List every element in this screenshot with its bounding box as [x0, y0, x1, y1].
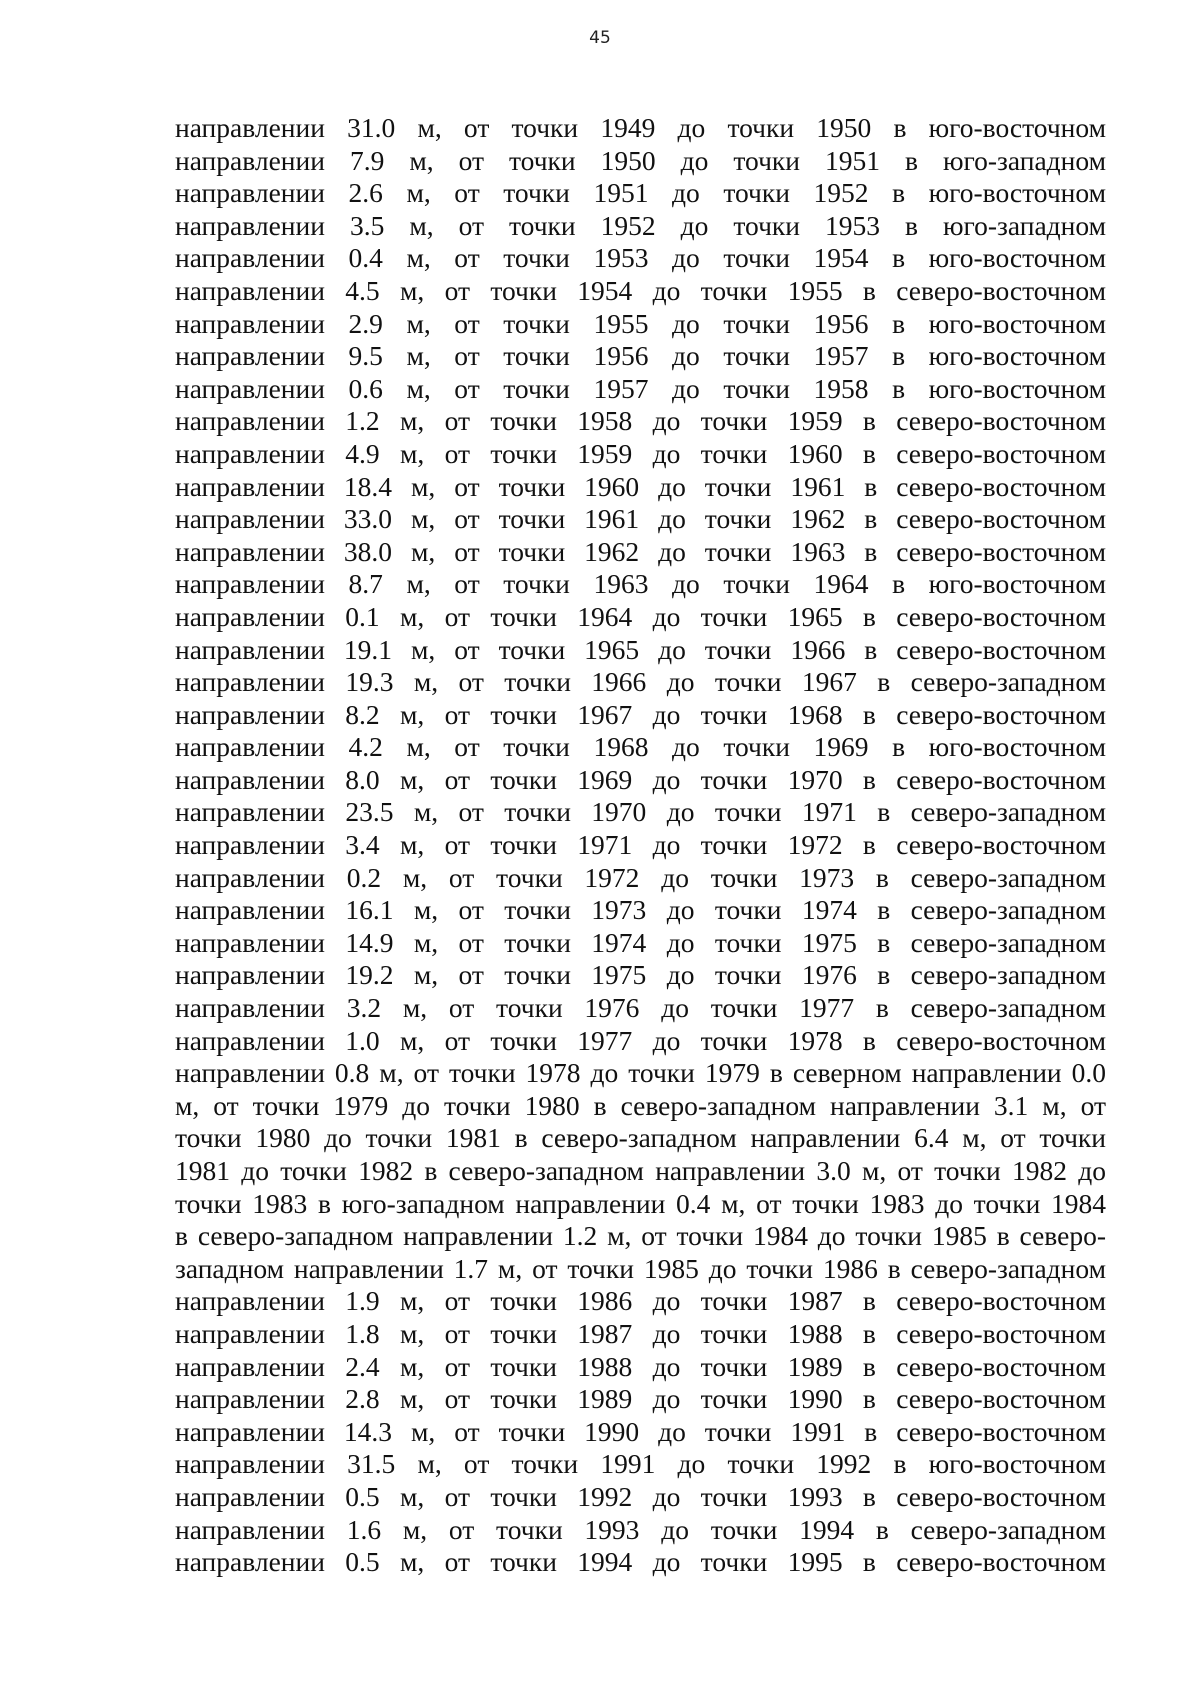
text-line: направлении 8.7 м, от точки 1963 до точки 1964 в юго-восточном: [175, 568, 1106, 600]
text-line: направлении 1.9 м, от точки 1986 до точки 1987 в северо-восточном: [175, 1285, 1106, 1317]
document-body: [175, 112, 1106, 1579]
text-line: направлении 8.2 м, от точки 1967 до точки 1968 в северо-восточном: [175, 698, 1106, 730]
text-line: направлении 0.1 м, от точки 1964 до точки 1965 в северо-восточном: [175, 600, 1106, 632]
text-line: направлении 19.2 м, от точки 1975 до точки 1976 в северо-западном: [175, 959, 1106, 991]
text-line: направлении 0.5 м, от точки 1992 до точки 1993 в северо-восточном: [175, 1480, 1106, 1512]
text-line: направлении 18.4 м, от точки 1960 до точки 1961 в северо-восточном: [175, 470, 1106, 502]
text-line: в северо-западном направлении 1.2 м, от точки 1984 до точки 1985 в северо-: [175, 1220, 1106, 1252]
text-line: западном направлении 1.7 м, от точки 1985 до точки 1986 в северо-западном: [175, 1252, 1106, 1284]
text-line: направлении 1.6 м, от точки 1993 до точки 1994 в северо-западном: [175, 1513, 1106, 1545]
text-line: направлении 31.5 м, от точки 1991 до точки 1992 в юго-восточном: [175, 1448, 1106, 1480]
text-line: направлении 1.2 м, от точки 1958 до точки 1959 в северо-восточном: [175, 405, 1106, 437]
text-line: направлении 2.9 м, от точки 1955 до точки 1956 в юго-восточном: [175, 307, 1106, 339]
text-line: направлении 2.8 м, от точки 1989 до точки 1990 в северо-восточном: [175, 1383, 1106, 1415]
text-line: направлении 31.0 м, от точки 1949 до точки 1950 в юго-восточном: [175, 112, 1106, 143]
text-line: направлении 1.0 м, от точки 1977 до точки 1978 в северо-восточном: [175, 1024, 1106, 1056]
text-line: м, от точки 1979 до точки 1980 в северо-западном направлении 3.1 м, от: [175, 1089, 1106, 1121]
text-line: направлении 33.0 м, от точки 1961 до точки 1962 в северо-восточном: [175, 503, 1106, 535]
text-line: направлении 9.5 м, от точки 1956 до точки 1957 в юго-восточном: [175, 340, 1106, 372]
text-line: направлении 0.4 м, от точки 1953 до точки 1954 в юго-восточном: [175, 242, 1106, 274]
text-line: направлении 14.9 м, от точки 1974 до точки 1975 в северо-западном: [175, 926, 1106, 958]
text-line: точки 1980 до точки 1981 в северо-западном направлении 6.4 м, от точки: [175, 1122, 1106, 1154]
text-line: 1981 до точки 1982 в северо-западном направлении 3.0 м, от точки 1982 до: [175, 1155, 1106, 1186]
page-number: 45: [589, 28, 611, 48]
text-line: направлении 0.5 м, от точки 1994 до точки 1995 в северо-восточном: [175, 1546, 1106, 1578]
text-line: направлении 19.3 м, от точки 1966 до точки 1967 в северо-западном: [175, 666, 1106, 698]
text-line: направлении 0.2 м, от точки 1972 до точки 1973 в северо-западном: [175, 861, 1106, 893]
text-line: направлении 23.5 м, от точки 1970 до точки 1971 в северо-западном: [175, 796, 1106, 828]
text-line: направлении 0.6 м, от точки 1957 до точки 1958 в юго-восточном: [175, 372, 1106, 404]
text-line: направлении 38.0 м, от точки 1962 до точки 1963 в северо-восточном: [175, 535, 1106, 567]
text-line: направлении 4.9 м, от точки 1959 до точки 1960 в северо-восточном: [175, 437, 1106, 469]
text-line: направлении 14.3 м, от точки 1990 до точки 1991 в северо-восточном: [175, 1415, 1106, 1447]
text-line: направлении 4.5 м, от точки 1954 до точки 1955 в северо-восточном: [175, 274, 1106, 306]
text-line: направлении 2.4 м, от точки 1988 до точки 1989 в северо-восточном: [175, 1350, 1106, 1382]
text-line: направлении 3.5 м, от точки 1952 до точки 1953 в юго-западном: [175, 209, 1106, 241]
text-line: направлении 7.9 м, от точки 1950 до точки 1951 в юго-западном: [175, 144, 1106, 176]
text-line: направлении 4.2 м, от точки 1968 до точки 1969 в юго-восточном: [175, 731, 1106, 763]
text-line: направлении 2.6 м, от точки 1951 до точки 1952 в юго-восточном: [175, 177, 1106, 209]
text-line: направлении 1.8 м, от точки 1987 до точки 1988 в северо-восточном: [175, 1317, 1106, 1349]
text-line: точки 1983 в юго-западном направлении 0.4 м, от точки 1983 до точки 1984: [175, 1187, 1106, 1219]
text-line: направлении 16.1 м, от точки 1973 до точки 1974 в северо-западном: [175, 894, 1106, 926]
text-line: направлении 3.2 м, от точки 1976 до точки 1977 в северо-западном: [175, 992, 1106, 1024]
text-line: направлении 3.4 м, от точки 1971 до точки 1972 в северо-восточном: [175, 829, 1106, 861]
text-line: направлении 19.1 м, от точки 1965 до точки 1966 в северо-восточном: [175, 633, 1106, 665]
text-line: направлении 0.8 м, от точки 1978 до точки 1979 в северном направлении 0.0: [175, 1057, 1106, 1089]
text-line: направлении 8.0 м, от точки 1969 до точки 1970 в северо-восточном: [175, 763, 1106, 795]
